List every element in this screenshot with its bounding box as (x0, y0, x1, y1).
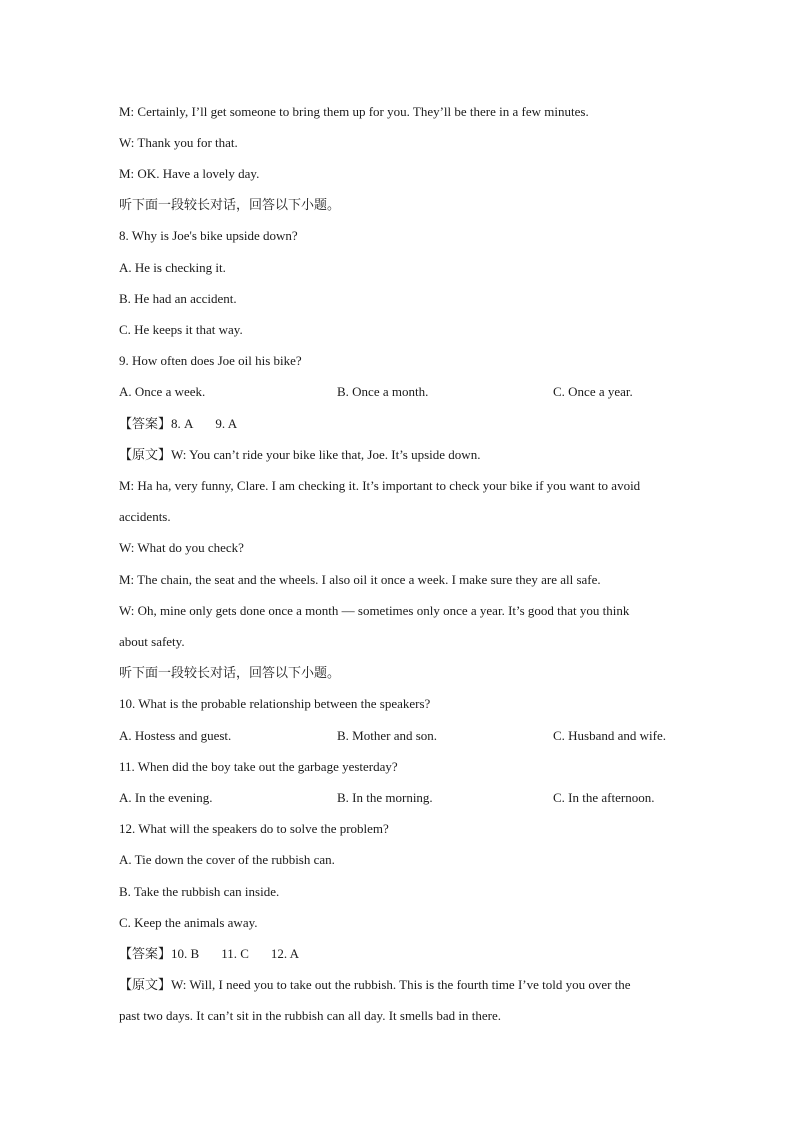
answer-10: 10. B (171, 946, 200, 961)
dialogue-line: past two days. It can’t sit in the rubbish can all day. It smells bad in there. (119, 1008, 501, 1023)
question-8: 8. Why is Joe's bike upside down? (119, 228, 298, 243)
option-9a: A. Once a week. (119, 384, 206, 399)
option-9b: B. Once a month. (337, 384, 429, 399)
option-11c: C. In the afternoon. (553, 790, 655, 805)
option-12c: C. Keep the animals away. (119, 915, 258, 930)
dialogue-line: M: The chain, the seat and the wheels. I also oil it once a week. I make sure they are all safe. (119, 572, 601, 587)
option-11a: A. In the evening. (119, 790, 213, 805)
option-10b: B. Mother and son. (337, 728, 438, 743)
dialogue-line: M: Certainly, I’ll get someone to bring them up for you. They’ll be there in a few minutes. (119, 104, 589, 119)
option-12a: A. Tie down the cover of the rubbish can. (119, 852, 335, 867)
dialogue-line: W: What do you check? (119, 540, 244, 555)
question-9: 9. How often does Joe oil his bike? (119, 353, 302, 368)
transcript-line (119, 447, 480, 463)
option-10c: C. Husband and wife. (553, 728, 667, 743)
transcript-text: W: You can’t ride your bike like that, Joe. It’s upside down. (171, 447, 481, 462)
dialogue-line: W: Thank you for that. (119, 135, 238, 150)
transcript-line (119, 977, 631, 993)
answer-9: 9. A (215, 416, 238, 431)
option-8c: C. He keeps it that way. (119, 322, 243, 337)
answer-11: 11. C (221, 946, 249, 961)
options-9 (0, 384, 794, 400)
transcript-label: 【原文】 (119, 447, 172, 462)
answer-label: 【答案】 (119, 416, 172, 431)
answer-label: 【答案】 (119, 946, 172, 961)
question-10: 10. What is the probable relationship between the speakers? (119, 696, 431, 711)
question-12: 12. What will the speakers do to solve the problem? (119, 821, 389, 836)
option-8a: A. He is checking it. (119, 260, 226, 275)
answer-8: 8. A (171, 416, 194, 431)
section-instruction: 听下面一段较长对话，回答以下小题。 (119, 665, 341, 680)
dialogue-line: about safety. (119, 634, 185, 649)
transcript-label: 【原文】 (119, 977, 172, 992)
option-9c: C. Once a year. (553, 384, 633, 399)
dialogue-line: accidents. (119, 509, 171, 524)
option-12b: B. Take the rubbish can inside. (119, 884, 280, 899)
options-10 (0, 728, 794, 744)
options-11 (0, 790, 794, 806)
section-instruction: 听下面一段较长对话，回答以下小题。 (119, 197, 341, 212)
option-11b: B. In the morning. (337, 790, 433, 805)
dialogue-line: W: Oh, mine only gets done once a month — sometimes only once a year. It’s good that you think (119, 603, 630, 618)
answer-line (119, 416, 237, 432)
question-11: 11. When did the boy take out the garbage yesterday? (119, 759, 398, 774)
option-10a: A. Hostess and guest. (119, 728, 232, 743)
dialogue-line: M: OK. Have a lovely day. (119, 166, 260, 181)
dialogue-line: M: Ha ha, very funny, Clare. I am checking it. It’s important to check your bike if you want to avoid (119, 478, 641, 493)
transcript-text: W: Will, I need you to take out the rubbish. This is the fourth time I’ve told you over the (171, 977, 631, 992)
answer-line (119, 946, 299, 962)
option-8b: B. He had an accident. (119, 291, 237, 306)
answer-12: 12. A (270, 946, 300, 961)
